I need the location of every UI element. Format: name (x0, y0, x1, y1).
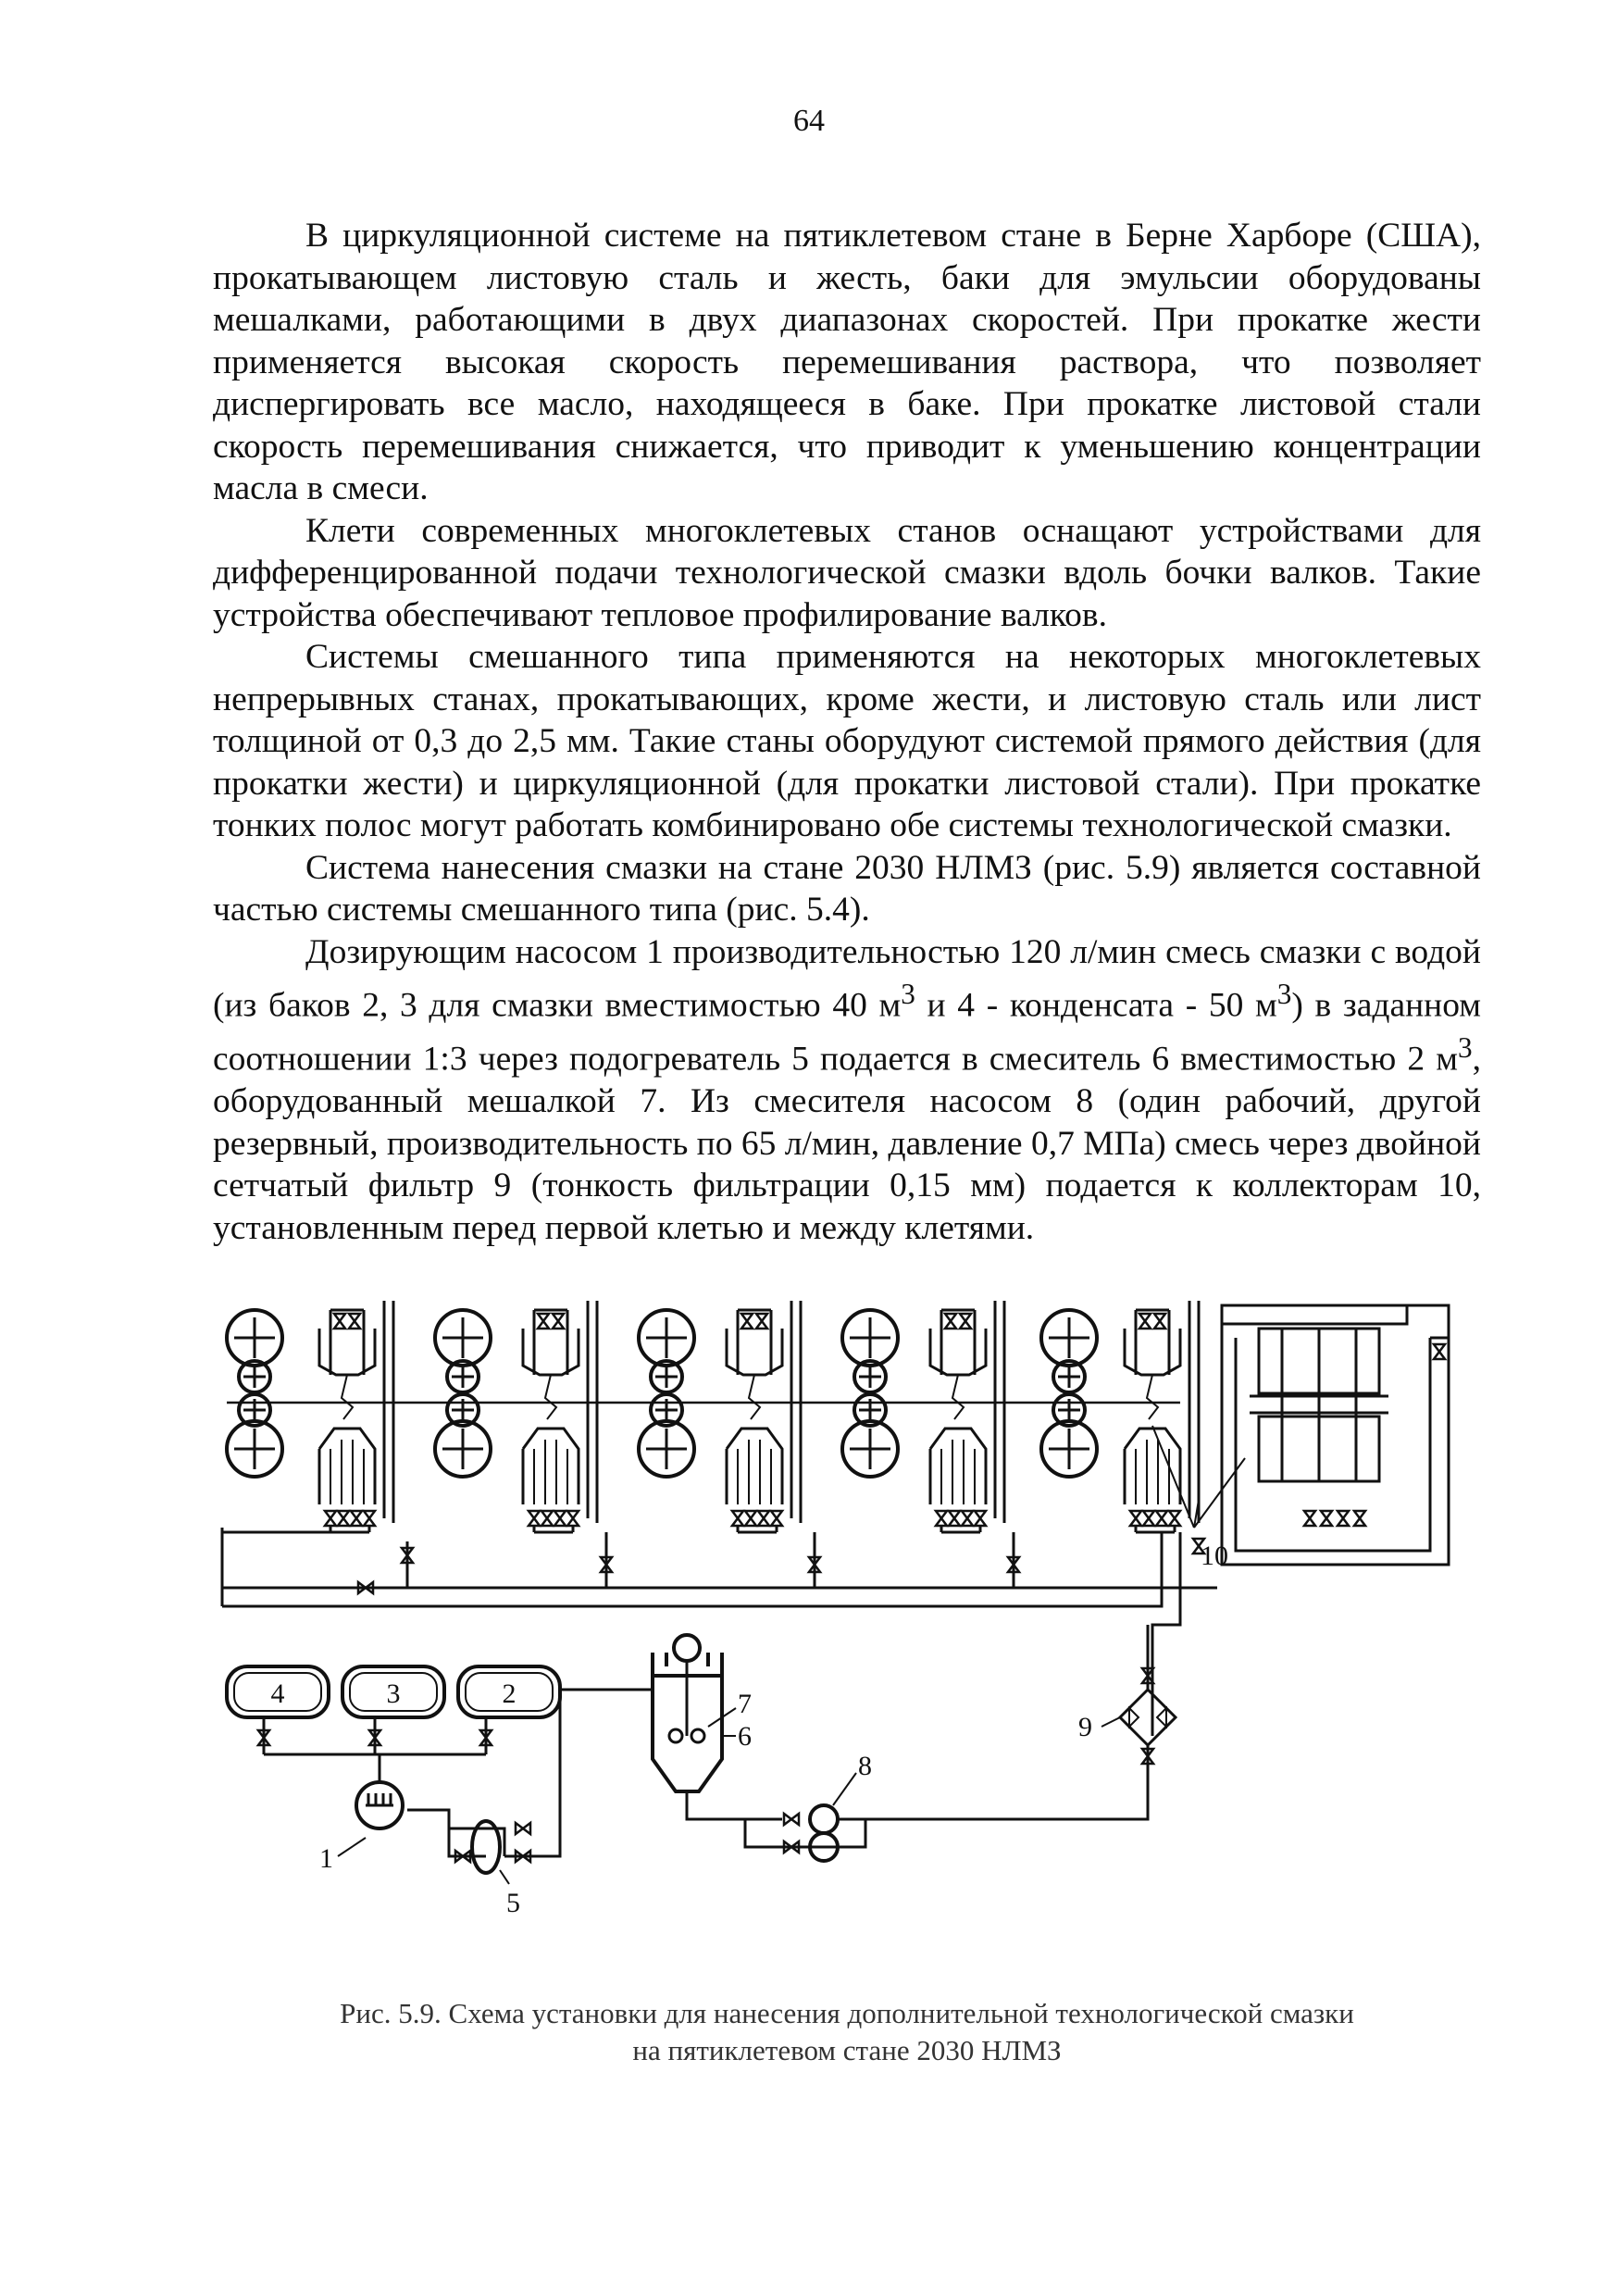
dosing-pump (319, 1782, 403, 1874)
label-tank-3: 3 (386, 1678, 401, 1709)
collector-2 (523, 1301, 597, 1532)
pumps-8 (745, 1751, 1148, 1861)
collector-5 (1125, 1301, 1199, 1532)
figure-caption (213, 1995, 1481, 2069)
label-tank-4: 4 (270, 1678, 285, 1709)
label-mixer-6: 6 (738, 1721, 752, 1752)
stand-5-rolls (1041, 1310, 1097, 1477)
body-text (213, 215, 1481, 1249)
paragraph-3: Системы смешанного типа применяются на некоторых многоклетевых непрерывных станах, прокатывающих, кроме жести, и листовую сталь или лист толщиной от 0,3 до 2,5 мм. Такие станы оборудуют системой прямого действия (для прокатки жести) и циркуляционной (для прокатки листовой стали). При прокатке тонких полос могут работать комбинировано обе системы технологической смазки. (213, 638, 1481, 844)
stand-3-rolls (639, 1310, 694, 1477)
collector-1 (319, 1301, 393, 1532)
label-filter-9: 9 (1078, 1712, 1092, 1742)
label-agitator-7: 7 (738, 1689, 752, 1719)
mixer (653, 1635, 782, 1819)
tank-4 (227, 1666, 329, 1717)
page-number: 64 (793, 104, 825, 138)
tank-2 (458, 1666, 560, 1717)
paragraph-2: Клети современных многоклетевых станов оснащают устройствами для дифференцированной подачи технологической смазки вдоль бочки валков. Такие устройства обеспечивают тепловое профилирование валков. (213, 511, 1481, 634)
right-collector-bank (1222, 1305, 1449, 1565)
label-pump-1: 1 (319, 1843, 333, 1874)
caption-line-2: на пятиклетевом стане 2030 НЛМЗ (632, 2034, 1062, 2066)
stand-1-rolls (227, 1310, 282, 1477)
caption-line-1: Рис. 5.9. Схема установки для нанесения дополнительной технологической смазки (340, 1997, 1354, 2029)
collector-4 (930, 1301, 1004, 1532)
label-heater-5: 5 (506, 1888, 520, 1918)
heater (472, 1821, 520, 1918)
tank-3 (342, 1666, 444, 1717)
stand-2-rolls (435, 1310, 491, 1477)
label-tank-2: 2 (502, 1678, 517, 1709)
paragraph-5: Дозирующим насосом 1 производительностью 120 л/мин смесь смазки с водой (из баков 2, 3 для смазки вместимостью 40 $м^3$ и 4 - конденсата - 50 $м^3$) в заданном соотношении 1:3 через подогреватель 5 подается в смеситель 6 вместимостью 2 $м^3$, оборудованный мешалкой 7. Из смесителя насосом 8 (один рабочий, другой резервный, производительность по 65 л/мин, давление 0,7 МПа) смесь через двойной сетчатый фильтр 9 (тонкость фильтрации 0,15 мм) подается к коллекторам 10, установленным перед первой клетью и между клетями. (213, 932, 1482, 1247)
paragraph-1: В циркуляционной системе на пятиклетевом стане в Берне Харборе (США), прокатывающем листовую сталь и жесть, баки для эмульсии оборудованы мешалками, работающими в двух диапазонах скоростей. При прокатке жести применяется высокая скорость перемешивания раствора, что позволяет диспергировать все масло, находящееся в баке. При прокатке листовой стали скорость перемешивания снижается, что приводит к уменьшению концентрации масла в смеси. (213, 217, 1481, 507)
label-pump-8: 8 (858, 1751, 872, 1781)
paragraph-4: Система нанесения смазки на стане 2030 НЛМЗ (рис. 5.9) является составной частью системы смешанного типа (рис. 5.4). (213, 848, 1481, 929)
collector-3 (727, 1301, 801, 1532)
filter (1078, 1625, 1176, 1764)
label-collectors: 10 (1201, 1541, 1228, 1571)
stand-4-rolls (842, 1310, 898, 1477)
lubrication-schematic (218, 1301, 1486, 1967)
